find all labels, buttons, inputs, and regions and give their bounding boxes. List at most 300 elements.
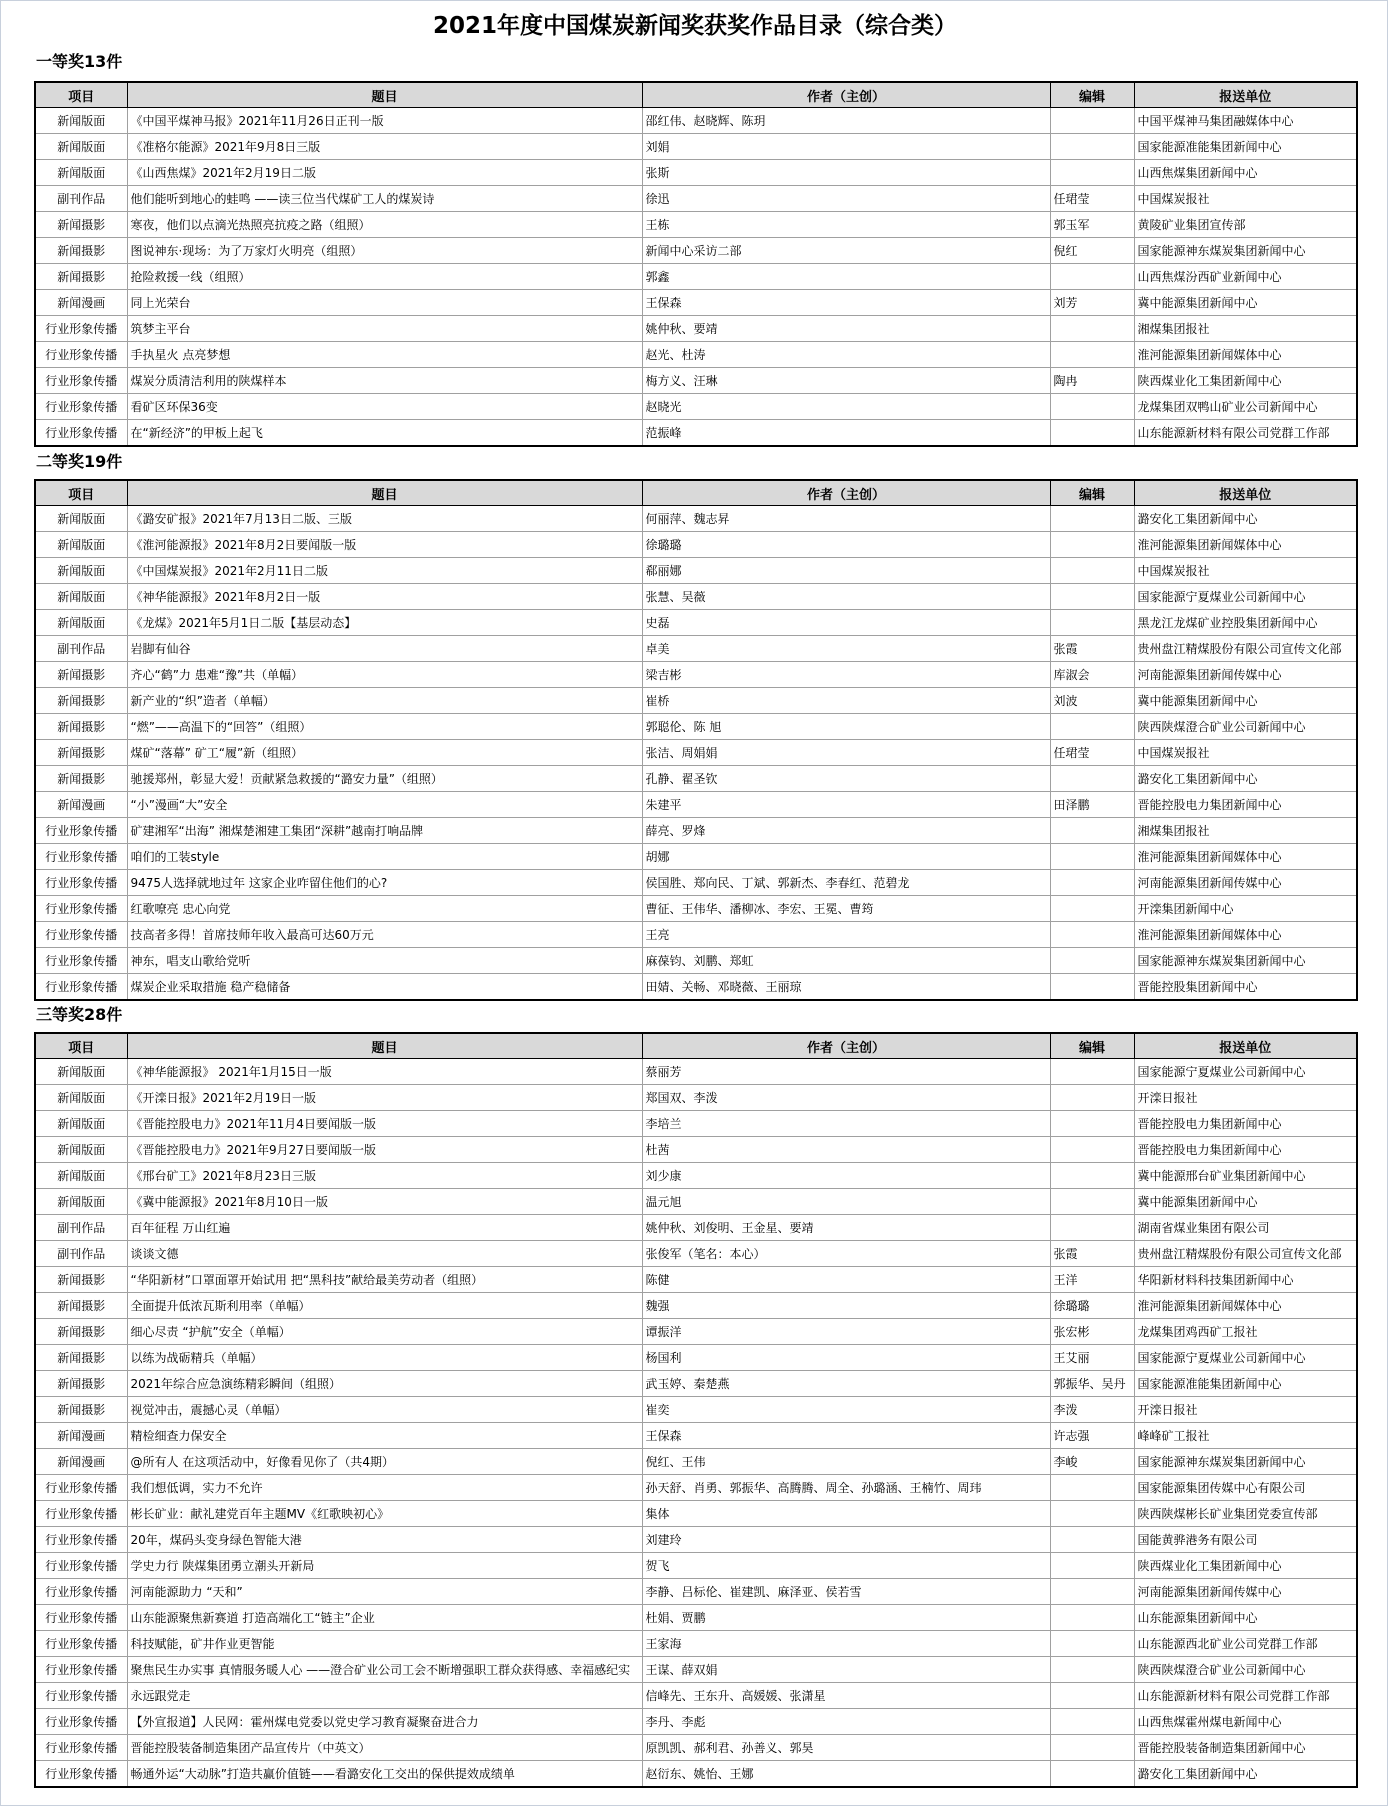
cell-category: 副刊作品 — [35, 1215, 127, 1241]
cell-category: 新闻摄影 — [35, 714, 127, 740]
cell-title: 《准格尔能源》2021年9月8日三版 — [127, 134, 642, 160]
cell-title: “小”漫画“大”安全 — [127, 792, 642, 818]
cell-authors: 杜茜 — [642, 1137, 1050, 1163]
cell-editor — [1050, 844, 1134, 870]
cell-unit: 淮河能源集团新闻媒体中心 — [1134, 532, 1357, 558]
cell-editor: 郭玉军 — [1050, 212, 1134, 238]
cell-authors: 范振峰 — [642, 420, 1050, 447]
table-row — [35, 766, 1357, 792]
section-title-first-prize: 一等奖13件 — [36, 52, 123, 71]
cell-title: 以练为战砺精兵（单幅） — [127, 1345, 642, 1371]
cell-category: 行业形象传播 — [35, 1501, 127, 1527]
cell-unit: 国家能源宁夏煤业公司新闻中心 — [1134, 584, 1357, 610]
table-row — [35, 1215, 1357, 1241]
cell-unit: 冀中能源集团新闻中心 — [1134, 688, 1357, 714]
cell-authors: 贺飞 — [642, 1553, 1050, 1579]
table-row — [35, 584, 1357, 610]
column-header-authors: 作者（主创） — [642, 82, 1050, 108]
cell-editor — [1050, 1111, 1134, 1137]
cell-editor: 库淑会 — [1050, 662, 1134, 688]
table-row — [35, 212, 1357, 238]
cell-unit: 开滦日报社 — [1134, 1085, 1357, 1111]
cell-editor — [1050, 1605, 1134, 1631]
cell-unit: 国家能源宁夏煤业公司新闻中心 — [1134, 1059, 1357, 1085]
cell-category: 新闻版面 — [35, 134, 127, 160]
cell-authors: 张俊军（笔名：本心） — [642, 1241, 1050, 1267]
cell-unit: 国能黄骅港务有限公司 — [1134, 1527, 1357, 1553]
cell-category: 新闻版面 — [35, 1111, 127, 1137]
table-row — [35, 238, 1357, 264]
cell-authors: 李培兰 — [642, 1111, 1050, 1137]
cell-authors: 崔奕 — [642, 1397, 1050, 1423]
table-row — [35, 948, 1357, 974]
column-header-unit: 报送单位 — [1134, 1033, 1357, 1059]
cell-category: 行业形象传播 — [35, 1527, 127, 1553]
cell-editor — [1050, 818, 1134, 844]
page-title: 2021年度中国煤炭新闻奖获奖作品目录（综合类） — [432, 13, 957, 39]
cell-unit: 湘煤集团报社 — [1134, 316, 1357, 342]
cell-category: 新闻版面 — [35, 610, 127, 636]
cell-editor: 陶冉 — [1050, 368, 1134, 394]
cell-category: 新闻摄影 — [35, 766, 127, 792]
cell-unit: 山东能源西北矿业公司党群工作部 — [1134, 1631, 1357, 1657]
column-header-title: 题目 — [127, 82, 642, 108]
table-row — [35, 1319, 1357, 1345]
cell-category: 新闻版面 — [35, 1189, 127, 1215]
cell-authors: 原凯凯、郝利君、孙善义、郭昊 — [642, 1735, 1050, 1761]
cell-unit: 国家能源准能集团新闻中心 — [1134, 134, 1357, 160]
cell-authors: 梁吉彬 — [642, 662, 1050, 688]
cell-category: 副刊作品 — [35, 636, 127, 662]
cell-authors: 武玉婷、秦楚燕 — [642, 1371, 1050, 1397]
cell-authors: 倪红、王伟 — [642, 1449, 1050, 1475]
cell-editor — [1050, 766, 1134, 792]
table-row — [35, 1267, 1357, 1293]
cell-category: 新闻摄影 — [35, 264, 127, 290]
table-row — [35, 1293, 1357, 1319]
cell-unit: 开滦集团新闻中心 — [1134, 896, 1357, 922]
cell-editor — [1050, 160, 1134, 186]
cell-title: 岩脚有仙谷 — [127, 636, 642, 662]
cell-unit: 河南能源集团新闻传媒中心 — [1134, 1579, 1357, 1605]
cell-authors: 郭鑫 — [642, 264, 1050, 290]
cell-title: 《山西焦煤》2021年2月19日二版 — [127, 160, 642, 186]
cell-title: 《邢台矿工》2021年8月23日三版 — [127, 1163, 642, 1189]
table-row — [35, 974, 1357, 1001]
cell-unit: 陕西陕煤澄合矿业公司新闻中心 — [1134, 1657, 1357, 1683]
cell-title: 《神华能源报》2021年8月2日一版 — [127, 584, 642, 610]
cell-category: 行业形象传播 — [35, 818, 127, 844]
cell-editor — [1050, 1527, 1134, 1553]
cell-editor — [1050, 584, 1134, 610]
cell-authors: 孙天舒、肖勇、郭振华、高腾腾、周全、孙璐涵、王楠竹、周玮 — [642, 1475, 1050, 1501]
table-row — [35, 1761, 1357, 1788]
cell-editor — [1050, 108, 1134, 134]
cell-unit: 国家能源神东煤炭集团新闻中心 — [1134, 948, 1357, 974]
cell-category: 新闻版面 — [35, 1085, 127, 1111]
cell-unit: 冀中能源集团新闻中心 — [1134, 1189, 1357, 1215]
cell-editor — [1050, 316, 1134, 342]
cell-title: 抢险救援一线（组照） — [127, 264, 642, 290]
cell-unit: 河南能源集团新闻传媒中心 — [1134, 662, 1357, 688]
cell-unit: 中国煤炭报社 — [1134, 186, 1357, 212]
table-row — [35, 610, 1357, 636]
cell-category: 新闻摄影 — [35, 688, 127, 714]
table-row — [35, 1735, 1357, 1761]
cell-title: 山东能源聚焦新赛道 打造高端化工“链主”企业 — [127, 1605, 642, 1631]
cell-unit: 山东能源新材料有限公司党群工作部 — [1134, 1683, 1357, 1709]
table-row — [35, 532, 1357, 558]
table-row — [35, 368, 1357, 394]
cell-title: 《晋能控股电力》2021年9月27日要闻版一版 — [127, 1137, 642, 1163]
cell-unit: 陕西煤业化工集团新闻中心 — [1134, 1553, 1357, 1579]
cell-editor — [1050, 1475, 1134, 1501]
cell-authors: 王谋、薛双娟 — [642, 1657, 1050, 1683]
table-row — [35, 1163, 1357, 1189]
cell-category: 新闻漫画 — [35, 1449, 127, 1475]
second-prize-table — [34, 479, 1358, 1001]
cell-editor — [1050, 896, 1134, 922]
table-row — [35, 394, 1357, 420]
table-row — [35, 506, 1357, 532]
cell-editor — [1050, 1657, 1134, 1683]
table-row — [35, 1553, 1357, 1579]
cell-title: 20年，煤码头变身绿色智能大港 — [127, 1527, 642, 1553]
cell-category: 新闻摄影 — [35, 1345, 127, 1371]
table-row — [35, 688, 1357, 714]
cell-category: 行业形象传播 — [35, 394, 127, 420]
cell-editor — [1050, 714, 1134, 740]
cell-title: @所有人 在这项活动中，好像看见你了（共4期） — [127, 1449, 642, 1475]
cell-authors: 侯国胜、郑向民、丁斌、郭新杰、李春红、范碧龙 — [642, 870, 1050, 896]
column-header-unit: 报送单位 — [1134, 82, 1357, 108]
cell-unit: 中国平煤神马集团融媒体中心 — [1134, 108, 1357, 134]
table-row — [35, 342, 1357, 368]
cell-authors: 崔桥 — [642, 688, 1050, 714]
cell-unit: 黑龙江龙煤矿业控股集团新闻中心 — [1134, 610, 1357, 636]
column-header-unit: 报送单位 — [1134, 480, 1357, 506]
table-row — [35, 870, 1357, 896]
cell-category: 新闻摄影 — [35, 740, 127, 766]
cell-authors: 徐迅 — [642, 186, 1050, 212]
cell-category: 行业形象传播 — [35, 974, 127, 1001]
cell-unit: 华阳新材料科技集团新闻中心 — [1134, 1267, 1357, 1293]
table-row — [35, 160, 1357, 186]
cell-category: 新闻版面 — [35, 1137, 127, 1163]
cell-unit: 陕西陕煤彬长矿业集团党委宣传部 — [1134, 1501, 1357, 1527]
cell-category: 新闻版面 — [35, 160, 127, 186]
cell-title: 全面提升低浓瓦斯利用率（单幅） — [127, 1293, 642, 1319]
cell-editor — [1050, 1579, 1134, 1605]
cell-authors: 孔静、翟圣钦 — [642, 766, 1050, 792]
column-header-title: 题目 — [127, 1033, 642, 1059]
cell-authors: 刘娟 — [642, 134, 1050, 160]
cell-authors: 王保森 — [642, 290, 1050, 316]
cell-title: 河南能源助力 “天和” — [127, 1579, 642, 1605]
cell-editor — [1050, 1163, 1134, 1189]
cell-unit: 黄陵矿业集团宣传部 — [1134, 212, 1357, 238]
cell-title: 同上光荣台 — [127, 290, 642, 316]
column-header-title: 题目 — [127, 480, 642, 506]
column-header-editor: 编辑 — [1050, 1033, 1134, 1059]
column-header-category: 项目 — [35, 82, 127, 108]
table-row — [35, 1501, 1357, 1527]
cell-unit: 湖南省煤业集团有限公司 — [1134, 1215, 1357, 1241]
cell-category: 新闻版面 — [35, 1163, 127, 1189]
cell-unit: 冀中能源集团新闻中心 — [1134, 290, 1357, 316]
cell-editor — [1050, 420, 1134, 447]
cell-title: 细心尽责 “护航”安全（单幅） — [127, 1319, 642, 1345]
cell-editor — [1050, 1683, 1134, 1709]
cell-title: 《淮河能源报》2021年8月2日要闻版一版 — [127, 532, 642, 558]
cell-category: 新闻版面 — [35, 1059, 127, 1085]
cell-title: 2021年综合应急演练精彩瞬间（组照） — [127, 1371, 642, 1397]
table-row — [35, 1631, 1357, 1657]
cell-editor: 张宏彬 — [1050, 1319, 1134, 1345]
cell-title: 筑梦主平台 — [127, 316, 642, 342]
cell-editor — [1050, 1137, 1134, 1163]
cell-editor — [1050, 394, 1134, 420]
section-title-second-prize: 二等奖19件 — [36, 452, 123, 471]
cell-category: 行业形象传播 — [35, 420, 127, 447]
table-row — [35, 1345, 1357, 1371]
table-row — [35, 1657, 1357, 1683]
cell-category: 副刊作品 — [35, 1241, 127, 1267]
table-row — [35, 558, 1357, 584]
cell-editor: 王艾丽 — [1050, 1345, 1134, 1371]
table-row — [35, 1189, 1357, 1215]
cell-unit: 中国煤炭报社 — [1134, 740, 1357, 766]
cell-editor — [1050, 922, 1134, 948]
cell-category: 新闻版面 — [35, 506, 127, 532]
cell-editor — [1050, 1059, 1134, 1085]
cell-title: 9475人选择就地过年 这家企业咋留住他们的心? — [127, 870, 642, 896]
column-header-authors: 作者（主创） — [642, 480, 1050, 506]
cell-title: 百年征程 万山红遍 — [127, 1215, 642, 1241]
cell-category: 行业形象传播 — [35, 1657, 127, 1683]
cell-unit: 中国煤炭报社 — [1134, 558, 1357, 584]
table-row — [35, 1111, 1357, 1137]
cell-category: 行业形象传播 — [35, 316, 127, 342]
cell-authors: 信峰先、王东升、高媛媛、张潇星 — [642, 1683, 1050, 1709]
table-row — [35, 636, 1357, 662]
cell-authors: 朱建平 — [642, 792, 1050, 818]
cell-category: 新闻摄影 — [35, 238, 127, 264]
cell-title: 他们能听到地心的蛙鸣 ——读三位当代煤矿工人的煤炭诗 — [127, 186, 642, 212]
cell-title: “燃”——高温下的“回答”（组照） — [127, 714, 642, 740]
cell-editor — [1050, 1553, 1134, 1579]
table-row — [35, 1475, 1357, 1501]
cell-unit: 湘煤集团报社 — [1134, 818, 1357, 844]
cell-category: 行业形象传播 — [35, 1579, 127, 1605]
table-row — [35, 1241, 1357, 1267]
cell-title: 煤矿“落幕” 矿工“履”新（组照） — [127, 740, 642, 766]
cell-unit: 潞安化工集团新闻中心 — [1134, 1761, 1357, 1788]
cell-unit: 龙煤集团鸡西矿工报社 — [1134, 1319, 1357, 1345]
cell-unit: 陕西煤业化工集团新闻中心 — [1134, 368, 1357, 394]
cell-title: 畅通外运“大动脉”打造共赢价值链——看潞安化工交出的保供提效成绩单 — [127, 1761, 642, 1788]
table-row — [35, 818, 1357, 844]
table-row — [35, 186, 1357, 212]
table-header-row — [35, 1033, 1357, 1059]
cell-title: 红歌嘹亮 忠心向党 — [127, 896, 642, 922]
cell-editor — [1050, 1215, 1134, 1241]
cell-category: 新闻版面 — [35, 558, 127, 584]
first-prize-table — [34, 81, 1358, 447]
cell-authors: 麻葆钧、刘鹏、郑虹 — [642, 948, 1050, 974]
cell-editor — [1050, 610, 1134, 636]
cell-authors: 张慧、吴薇 — [642, 584, 1050, 610]
column-header-category: 项目 — [35, 480, 127, 506]
cell-unit: 山东能源新材料有限公司党群工作部 — [1134, 420, 1357, 447]
cell-title: 神东，唱支山歌给党听 — [127, 948, 642, 974]
cell-authors: 刘少康 — [642, 1163, 1050, 1189]
cell-authors: 卓美 — [642, 636, 1050, 662]
cell-category: 新闻版面 — [35, 108, 127, 134]
table-row — [35, 1137, 1357, 1163]
cell-authors: 郑国双、李泼 — [642, 1085, 1050, 1111]
cell-unit: 晋能控股电力集团新闻中心 — [1134, 1111, 1357, 1137]
table-row — [35, 714, 1357, 740]
cell-authors: 集体 — [642, 1501, 1050, 1527]
cell-title: 技高者多得！首席技师年收入最高可达60万元 — [127, 922, 642, 948]
cell-editor — [1050, 264, 1134, 290]
cell-authors: 魏强 — [642, 1293, 1050, 1319]
cell-title: 《晋能控股电力》2021年11月4日要闻版一版 — [127, 1111, 642, 1137]
cell-unit: 龙煤集团双鸭山矿业公司新闻中心 — [1134, 394, 1357, 420]
cell-category: 行业形象传播 — [35, 1553, 127, 1579]
cell-title: 新产业的“织”造者（单幅） — [127, 688, 642, 714]
cell-authors: 李丹、李彪 — [642, 1709, 1050, 1735]
cell-title: “华阳新材”口罩面罩开始试用 把“黑科技”献给最美劳动者（组照） — [127, 1267, 642, 1293]
cell-authors: 姚仲秋、要靖 — [642, 316, 1050, 342]
cell-editor — [1050, 974, 1134, 1001]
table-row — [35, 1371, 1357, 1397]
cell-editor: 任珺莹 — [1050, 186, 1134, 212]
cell-title: 《冀中能源报》2021年8月10日一版 — [127, 1189, 642, 1215]
cell-category: 行业形象传播 — [35, 1605, 127, 1631]
cell-title: 《龙煤》2021年5月1日二版【基层动态】 — [127, 610, 642, 636]
table-row — [35, 1085, 1357, 1111]
cell-category: 新闻版面 — [35, 532, 127, 558]
cell-title: 在“新经济”的甲板上起飞 — [127, 420, 642, 447]
cell-authors: 赵光、杜涛 — [642, 342, 1050, 368]
cell-editor: 倪红 — [1050, 238, 1134, 264]
cell-title: 驰援郑州，彰显大爱！贡献紧急救援的“潞安力量”（组照） — [127, 766, 642, 792]
cell-unit: 国家能源宁夏煤业公司新闻中心 — [1134, 1345, 1357, 1371]
cell-authors: 姚仲秋、刘俊明、王金星、要靖 — [642, 1215, 1050, 1241]
cell-authors: 赵晓光 — [642, 394, 1050, 420]
cell-category: 新闻版面 — [35, 584, 127, 610]
cell-authors: 郭聪伦、陈 旭 — [642, 714, 1050, 740]
cell-category: 新闻摄影 — [35, 1293, 127, 1319]
cell-authors: 王保森 — [642, 1423, 1050, 1449]
table-row — [35, 1397, 1357, 1423]
cell-title: 谈谈文德 — [127, 1241, 642, 1267]
cell-title: 《神华能源报》 2021年1月15日一版 — [127, 1059, 642, 1085]
cell-title: 科技赋能，矿井作业更智能 — [127, 1631, 642, 1657]
table-row — [35, 740, 1357, 766]
table-row — [35, 134, 1357, 160]
cell-editor — [1050, 342, 1134, 368]
cell-authors: 谭振洋 — [642, 1319, 1050, 1345]
cell-unit: 淮河能源集团新闻媒体中心 — [1134, 342, 1357, 368]
table-row — [35, 662, 1357, 688]
cell-editor: 任珺莹 — [1050, 740, 1134, 766]
cell-category: 行业形象传播 — [35, 1631, 127, 1657]
cell-unit: 贵州盘江精煤股份有限公司宣传文化部 — [1134, 636, 1357, 662]
cell-editor: 许志强 — [1050, 1423, 1134, 1449]
cell-unit: 峰峰矿工报社 — [1134, 1423, 1357, 1449]
cell-editor — [1050, 506, 1134, 532]
cell-title: 《开滦日报》2021年2月19日一版 — [127, 1085, 642, 1111]
cell-editor — [1050, 1085, 1134, 1111]
cell-title: 手执星火 点亮梦想 — [127, 342, 642, 368]
cell-unit: 淮河能源集团新闻媒体中心 — [1134, 1293, 1357, 1319]
cell-unit: 晋能控股电力集团新闻中心 — [1134, 1137, 1357, 1163]
cell-authors: 王亮 — [642, 922, 1050, 948]
cell-category: 新闻摄影 — [35, 1267, 127, 1293]
cell-authors: 薛亮、罗烽 — [642, 818, 1050, 844]
cell-editor: 徐璐璐 — [1050, 1293, 1134, 1319]
cell-title: 视觉冲击，震撼心灵（单幅） — [127, 1397, 642, 1423]
cell-editor — [1050, 1189, 1134, 1215]
cell-authors: 郗丽娜 — [642, 558, 1050, 584]
cell-category: 新闻漫画 — [35, 290, 127, 316]
table-row — [35, 290, 1357, 316]
cell-editor — [1050, 1709, 1134, 1735]
cell-authors: 温元旭 — [642, 1189, 1050, 1215]
cell-category: 行业形象传播 — [35, 922, 127, 948]
cell-editor: 李泼 — [1050, 1397, 1134, 1423]
third-prize-table — [34, 1032, 1358, 1788]
cell-category: 新闻摄影 — [35, 1371, 127, 1397]
cell-authors: 杜娟、贾鹏 — [642, 1605, 1050, 1631]
section-title-third-prize: 三等奖28件 — [36, 1005, 123, 1024]
cell-title: 聚焦民生办实事 真情服务暖人心 ——澄合矿业公司工会不断增强职工群众获得感、幸福感纪实 — [127, 1657, 642, 1683]
cell-editor — [1050, 1501, 1134, 1527]
cell-unit: 河南能源集团新闻传媒中心 — [1134, 870, 1357, 896]
cell-unit: 潞安化工集团新闻中心 — [1134, 766, 1357, 792]
cell-editor — [1050, 134, 1134, 160]
cell-title: 晋能控股装备制造集团产品宣传片（中英文） — [127, 1735, 642, 1761]
cell-authors: 曹征、王伟华、潘柳冰、李宏、王冕、曹筠 — [642, 896, 1050, 922]
cell-category: 新闻漫画 — [35, 792, 127, 818]
table-row — [35, 1683, 1357, 1709]
cell-editor: 刘芳 — [1050, 290, 1134, 316]
cell-unit: 贵州盘江精煤股份有限公司宣传文化部 — [1134, 1241, 1357, 1267]
cell-authors: 赵衍东、姚怡、王娜 — [642, 1761, 1050, 1788]
table-row — [35, 264, 1357, 290]
cell-unit: 晋能控股电力集团新闻中心 — [1134, 792, 1357, 818]
cell-title: 精检细查力保安全 — [127, 1423, 642, 1449]
cell-editor: 王洋 — [1050, 1267, 1134, 1293]
cell-title: 《潞安矿报》2021年7月13日二版、三版 — [127, 506, 642, 532]
cell-authors: 邵红伟、赵晓辉、陈玥 — [642, 108, 1050, 134]
table-row — [35, 1527, 1357, 1553]
cell-category: 行业形象传播 — [35, 844, 127, 870]
cell-category: 新闻摄影 — [35, 1319, 127, 1345]
cell-authors: 梅方义、汪琳 — [642, 368, 1050, 394]
cell-unit: 陕西陕煤澄合矿业公司新闻中心 — [1134, 714, 1357, 740]
table-row — [35, 792, 1357, 818]
table-row — [35, 1605, 1357, 1631]
cell-authors: 蔡丽芳 — [642, 1059, 1050, 1085]
cell-editor: 李峻 — [1050, 1449, 1134, 1475]
cell-title: 《中国煤炭报》2021年2月11日二版 — [127, 558, 642, 584]
cell-editor: 张霞 — [1050, 636, 1134, 662]
cell-title: 学史力行 陕煤集团勇立潮头开新局 — [127, 1553, 642, 1579]
